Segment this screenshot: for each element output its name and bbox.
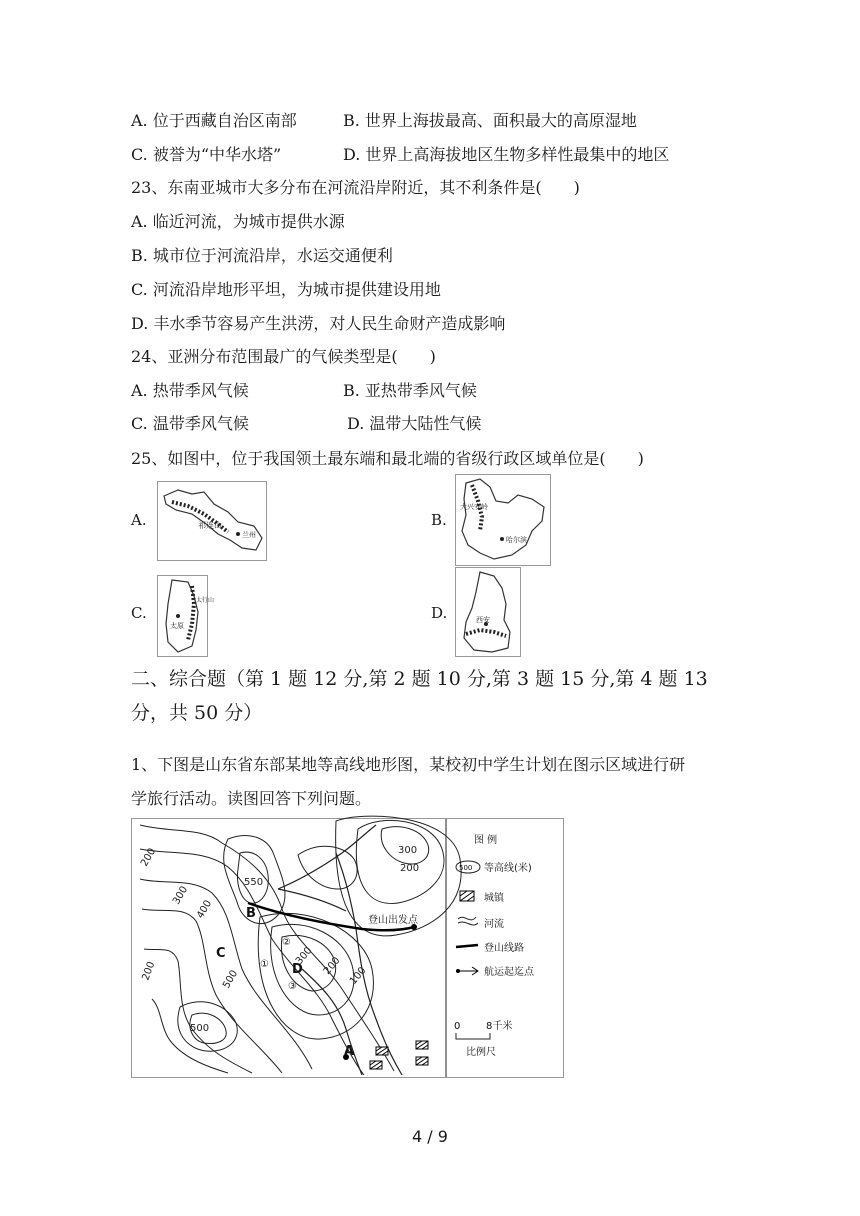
start-point-label: 登山出发点 (368, 915, 418, 926)
map-c-range-label: 太行山 (196, 597, 215, 604)
contour-label-200-right: 200 (400, 863, 420, 874)
legend-town-label: 城镇 (484, 893, 504, 904)
q24-option-c: C. 温带季风气候 (131, 414, 249, 433)
contour-label-100: 100 (347, 965, 369, 987)
q25-map-c (157, 575, 215, 657)
point-b-label: B (246, 906, 256, 921)
map-c-city-label: 太原 (170, 622, 184, 630)
q22-option-d: D. 世界上高海拔地区生物多样性最集中的地区 (343, 145, 670, 164)
point-a-label: A (344, 1044, 355, 1059)
contour-label-300-right: 300 (398, 845, 418, 856)
q25-option-b-label: B. (431, 511, 447, 529)
map-a-city-label: 兰州 (242, 531, 256, 539)
q24-option-a: A. 热带季风气候 (131, 381, 249, 400)
legend-river-label: 河流 (484, 919, 504, 930)
q24-stem: 24、亚洲分布范围最广的气候类型是( ) (131, 347, 436, 366)
point-d-label: D (292, 962, 303, 977)
point-c-label: C (216, 946, 226, 961)
map-d-city-label: 西安 (476, 616, 490, 624)
q23-stem: 23、东南亚城市大多分布在河流沿岸附近，其不利条件是( ) (131, 178, 580, 197)
map-a-range-label: 祁连山 (198, 521, 222, 530)
contour-map (131, 818, 564, 1078)
contour-label-300-lower: 300 (293, 945, 315, 967)
q24-option-b: B. 亚热带季风气候 (343, 381, 477, 400)
q22-option-a: A. 位于西藏自治区南部 (131, 111, 297, 130)
legend-contour-label: 等高线(米) (484, 863, 532, 874)
contour-label-500-mid: 500 (221, 968, 241, 991)
q25-map-b (455, 474, 551, 566)
q1-stem-line1: 1、下图是山东省东部某地等高线地形图，某校初中学生计划在图示区域进行研 (131, 755, 686, 774)
legend-title: 图 例 (474, 835, 498, 846)
q25-option-d-label: D. (431, 604, 448, 622)
legend-route-label: 登山线路 (484, 943, 524, 954)
q23-option-b: B. 城市位于河流沿岸，水运交通便利 (131, 246, 393, 265)
scale-value: 8千米 (486, 1021, 513, 1032)
scale-zero: 0 (454, 1021, 461, 1032)
mark-2: ② (282, 937, 291, 948)
q24-option-d: D. 温带大陆性气候 (347, 414, 482, 433)
q23-option-c: C. 河流沿岸地形平坦，为城市提供建设用地 (131, 280, 441, 299)
q25-map-a (157, 481, 267, 561)
contour-label-500-lower: 500 (190, 1023, 210, 1034)
contour-label-550: 550 (244, 877, 264, 888)
q1-stem-line2: 学旅行活动。读图回答下列问题。 (131, 789, 372, 808)
page-number: 4 / 9 (412, 1127, 448, 1146)
q23-option-a: A. 临近河流，为城市提供水源 (131, 212, 345, 231)
contour-label-200-left: 200 (139, 846, 159, 869)
mark-3: ③ (288, 981, 297, 992)
contour-label-300-left: 300 (171, 884, 191, 907)
q25-map-d (455, 567, 521, 657)
scale-label: 比例尺 (466, 1047, 496, 1058)
q25-stem: 25、如图中，位于我国领土最东端和最北端的省级行政区域单位是( ) (131, 449, 644, 468)
contour-label-400: 400 (195, 898, 215, 921)
q22-option-c: C. 被誉为“中华水塔” (131, 145, 282, 164)
section2-title-line2: 分，共 50 分） (131, 702, 263, 724)
contour-label-200-lower: 200 (321, 955, 343, 977)
contour-label-200-far-left: 200 (140, 960, 158, 983)
legend-viewpoint-label: 航运起迄点 (484, 967, 534, 978)
q22-option-b: B. 世界上海拔最高、面积最大的高原湿地 (343, 111, 637, 130)
map-b-city-label: 哈尔滨 (506, 536, 527, 544)
legend-contour-sample: 500 (459, 864, 473, 872)
map-b-range-label: 大兴安岭 (460, 503, 488, 511)
mark-1: ① (260, 959, 269, 970)
q25-option-c-label: C. (131, 604, 147, 622)
q25-option-a-label: A. (131, 511, 147, 529)
section2-title-line1: 二、综合题（第 1 题 12 分,第 2 题 10 分,第 3 题 15 分,第 4 题 13 (131, 668, 708, 690)
q23-option-d: D. 丰水季节容易产生洪涝，对人民生命财产造成影响 (131, 314, 506, 333)
